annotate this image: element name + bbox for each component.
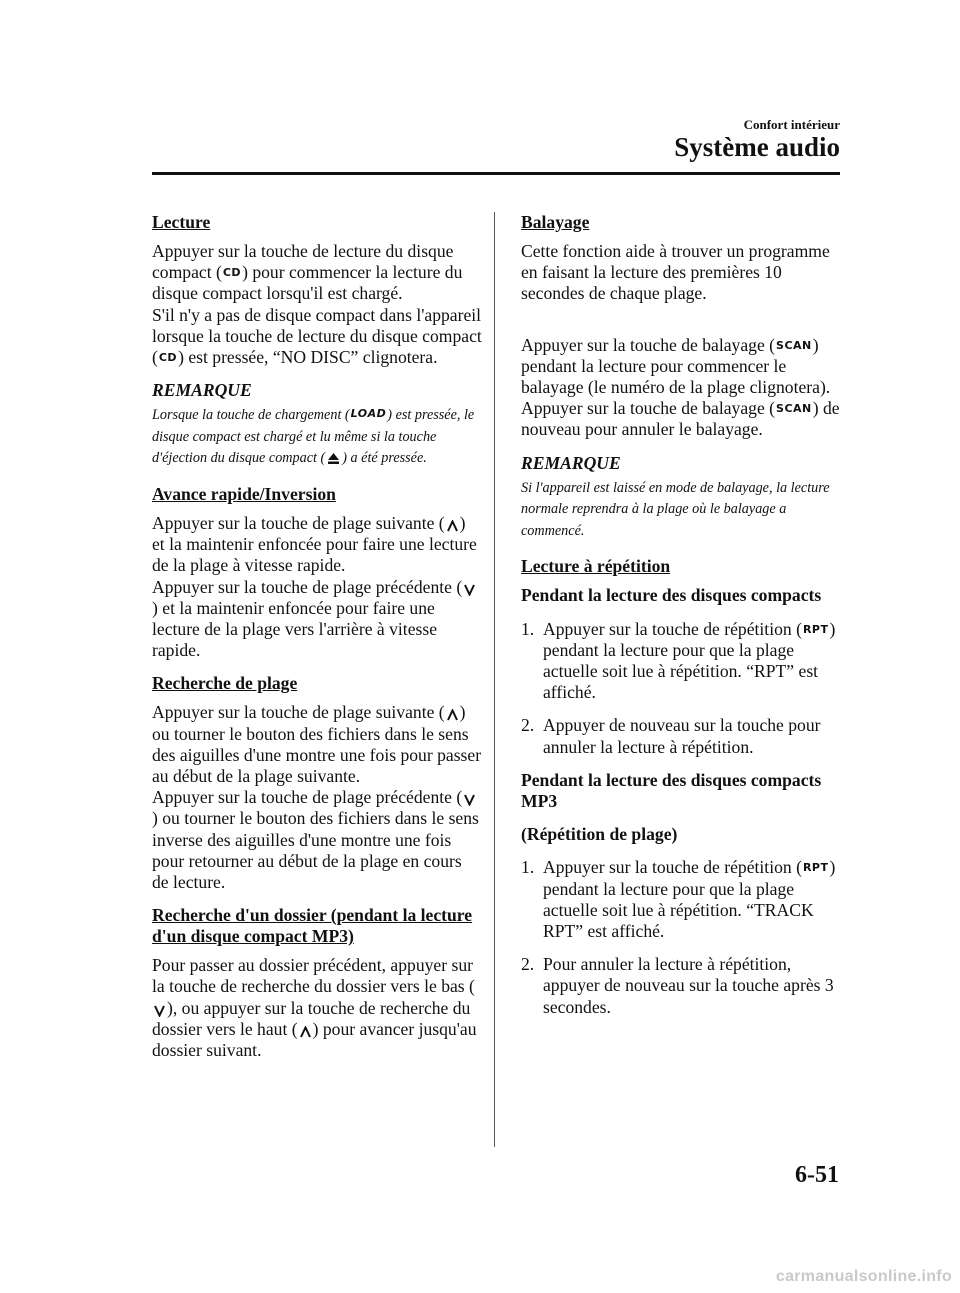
subheading-track-repeat: (Répétition de plage) — [521, 824, 678, 845]
heading-lecture: Lecture — [152, 212, 211, 232]
load-button-icon: LOAD — [350, 407, 387, 421]
paragraph-avance: Appuyer sur la touche de plage suivante ( ) et la maintenir enfoncée pour faire une lecture de la plage à vitesse rapide. Appuyer sur la touche de plage précédente () et la maintenir enfoncée pour faire une lecture de la plage vers l'arrière à vitesse rapide. — [152, 512, 477, 661]
watermark: carmanualsonline.info — [775, 1268, 952, 1285]
paragraph-dossier: Pour passer au dossier précédent, appuyer sur la touche de recherche du dossier vers le bas (), ou appuyer sur la touche de recherche du dossier vers le haut ( ) pour avancer jusqu'au dossier suivant. — [152, 955, 477, 1060]
cd-button-icon: CD — [222, 266, 242, 280]
heading-dossier: Recherche d'un dossier (pendant la lecture d'un disque compact MP3) — [152, 905, 473, 947]
chevron-down-icon — [464, 794, 475, 806]
list-item: 1. Appuyer sur la touche de répétition (RPT) pendant la lecture pour que la plage actuelle soit lue à répétition. “RPT” est affiché. — [521, 618, 836, 703]
chevron-up-icon — [447, 520, 458, 532]
paragraph-balayage-1: Cette fonction aide à trouver un programme en faisant la lecture des premières 10 secondes de chaque plage. — [521, 241, 830, 304]
eject-icon — [327, 452, 340, 465]
chevron-down-icon — [154, 1005, 165, 1017]
heading-recherche: Recherche de plage — [152, 673, 298, 694]
note-heading: REMARQUE — [152, 380, 252, 401]
list-item: 1. Appuyer sur la touche de répétition (RPT) pendant la lecture pour que la plage actuelle soit lue à répétition. “TRACK RPT” est affiché. — [521, 857, 836, 941]
rpt-button-icon: RPT — [802, 861, 829, 875]
column-divider — [494, 212, 495, 1147]
list-item: 2. Appuyer de nouveau sur la touche pour annuler la lecture à répétition. — [521, 715, 821, 757]
scan-button-icon: SCAN — [776, 338, 812, 352]
heading-avance: Avance rapide/Inversion — [152, 483, 336, 504]
heading-repetition: Lecture à répétition — [521, 556, 671, 577]
paragraph-recherche: Appuyer sur la touche de plage suivante ( ) ou tourner le bouton des fichiers dans le sens des aiguilles d'une montre une fois pour passer au début de la plage suivante. Appuyer sur la touche de plage précédente () ou tourner le bouton des fichiers dans le sens inverse des aiguilles d'une montre une fois pour retourner au début de la plage en cours de lecture. — [152, 702, 482, 892]
note-text: Si l'appareil est laissé en mode de balayage, la lecture normale reprendra à la plage où le balayage a commencé. — [521, 479, 830, 539]
chevron-down-icon — [464, 584, 475, 596]
section-label: Confort intérieur — [743, 117, 840, 132]
note-heading: REMARQUE — [521, 452, 621, 473]
scan-button-icon: SCAN — [776, 402, 812, 416]
chevron-up-icon — [300, 1026, 311, 1038]
list-item: 2. Pour annuler la lecture à répétition, appuyer de nouveau sur la touche après 3 secondes. — [521, 954, 834, 1017]
paragraph-balayage-2: Appuyer sur la touche de balayage (SCAN) pendant la lecture pour commencer le balayage (le numéro de la plage clignotera). Appuyer sur la touche de balayage (SCAN) de nouveau pour annuler le balayage. — [521, 334, 840, 440]
heading-balayage: Balayage — [521, 212, 590, 232]
paragraph-lecture-1: Appuyer sur la touche de lecture du disque compact (CD) pour commencer la lecture du disque compact lorsqu'il est chargé. S'il n'y a pas de disque compact dans l'appareil lorsque la touche de lecture du disque compact (CD) est pressée, “NO DISC” clignotera. — [152, 241, 482, 368]
right-column — [521, 212, 843, 1030]
note-text: Lorsque la touche de chargement (LOAD) est pressée, le disque compact est chargé et lu même si la touche d'éjection du disque compact ( ) a été pressée. — [152, 407, 475, 467]
left-column — [152, 212, 482, 1073]
subheading-mp3: Pendant la lecture des disques compacts MP3 — [521, 769, 822, 811]
chevron-up-icon — [447, 709, 458, 721]
page-title: Système audio — [674, 132, 840, 162]
cd-button-icon: CD — [158, 351, 178, 365]
subheading-cd: Pendant la lecture des disques compacts — [521, 585, 822, 606]
rpt-button-icon: RPT — [802, 622, 829, 636]
page-number: 6-51 — [795, 1162, 839, 1188]
header-rule — [152, 172, 840, 175]
